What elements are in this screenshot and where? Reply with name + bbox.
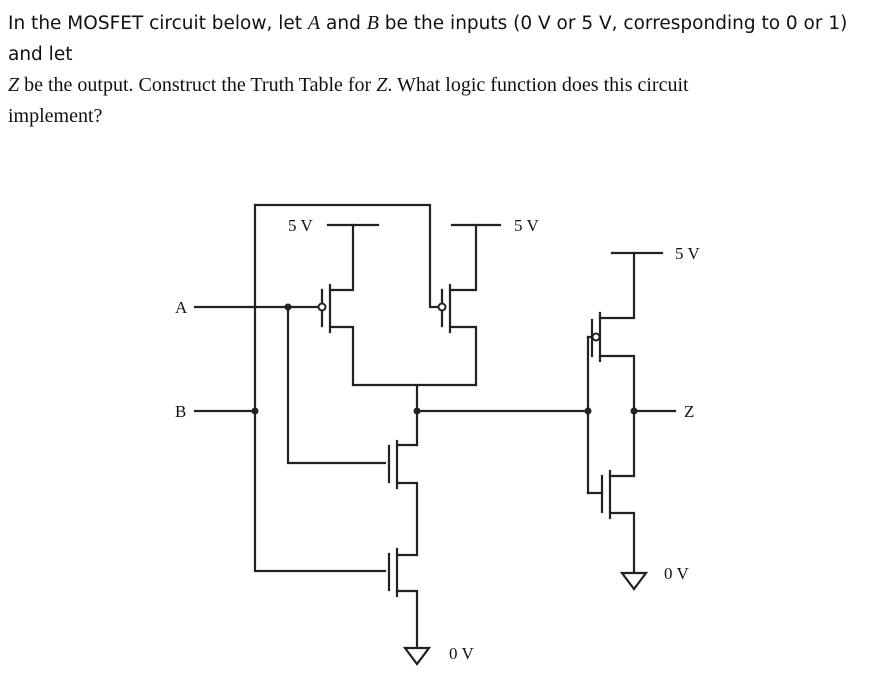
nmos-a [389,441,417,555]
supply-label: 5 V [675,244,700,263]
question-text-part: be the inputs (0 V or 5 V, corresponding to 0 or 1) and let [8,13,848,65]
pmos-b [439,225,501,385]
junction-dot [285,304,292,311]
question-text-part: and [320,13,367,34]
question-text-part: be the output. Construct the Truth Table for [19,74,377,96]
junction-dot [631,408,638,415]
pmos-a [319,225,379,385]
pmos-inverter [588,253,662,476]
variable-z: Z [8,74,20,96]
variable-z: Z [376,74,388,96]
ground-label: 0 V [664,564,689,583]
question-text-part: implement? [8,105,103,127]
nmos-inverter [588,471,634,572]
nmos-b [389,549,417,647]
junction-dot [414,408,421,415]
question-text-part: . What logic function does this circuit [387,74,689,96]
label-a: A [175,298,188,317]
ground-icon [622,573,646,589]
ground-label: 0 V [449,644,474,663]
question-text-part: In the MOSFET circuit below, let [8,13,308,34]
ground-icon [405,648,429,664]
input-b-wire [195,205,438,571]
label-b: B [175,402,187,421]
variable-a: A [307,12,321,34]
supply-label: 5 V [514,216,539,235]
label-z: Z [684,402,695,421]
junction-dot [252,408,259,415]
variable-b: B [366,12,379,34]
supply-label: 5 V [288,216,313,235]
